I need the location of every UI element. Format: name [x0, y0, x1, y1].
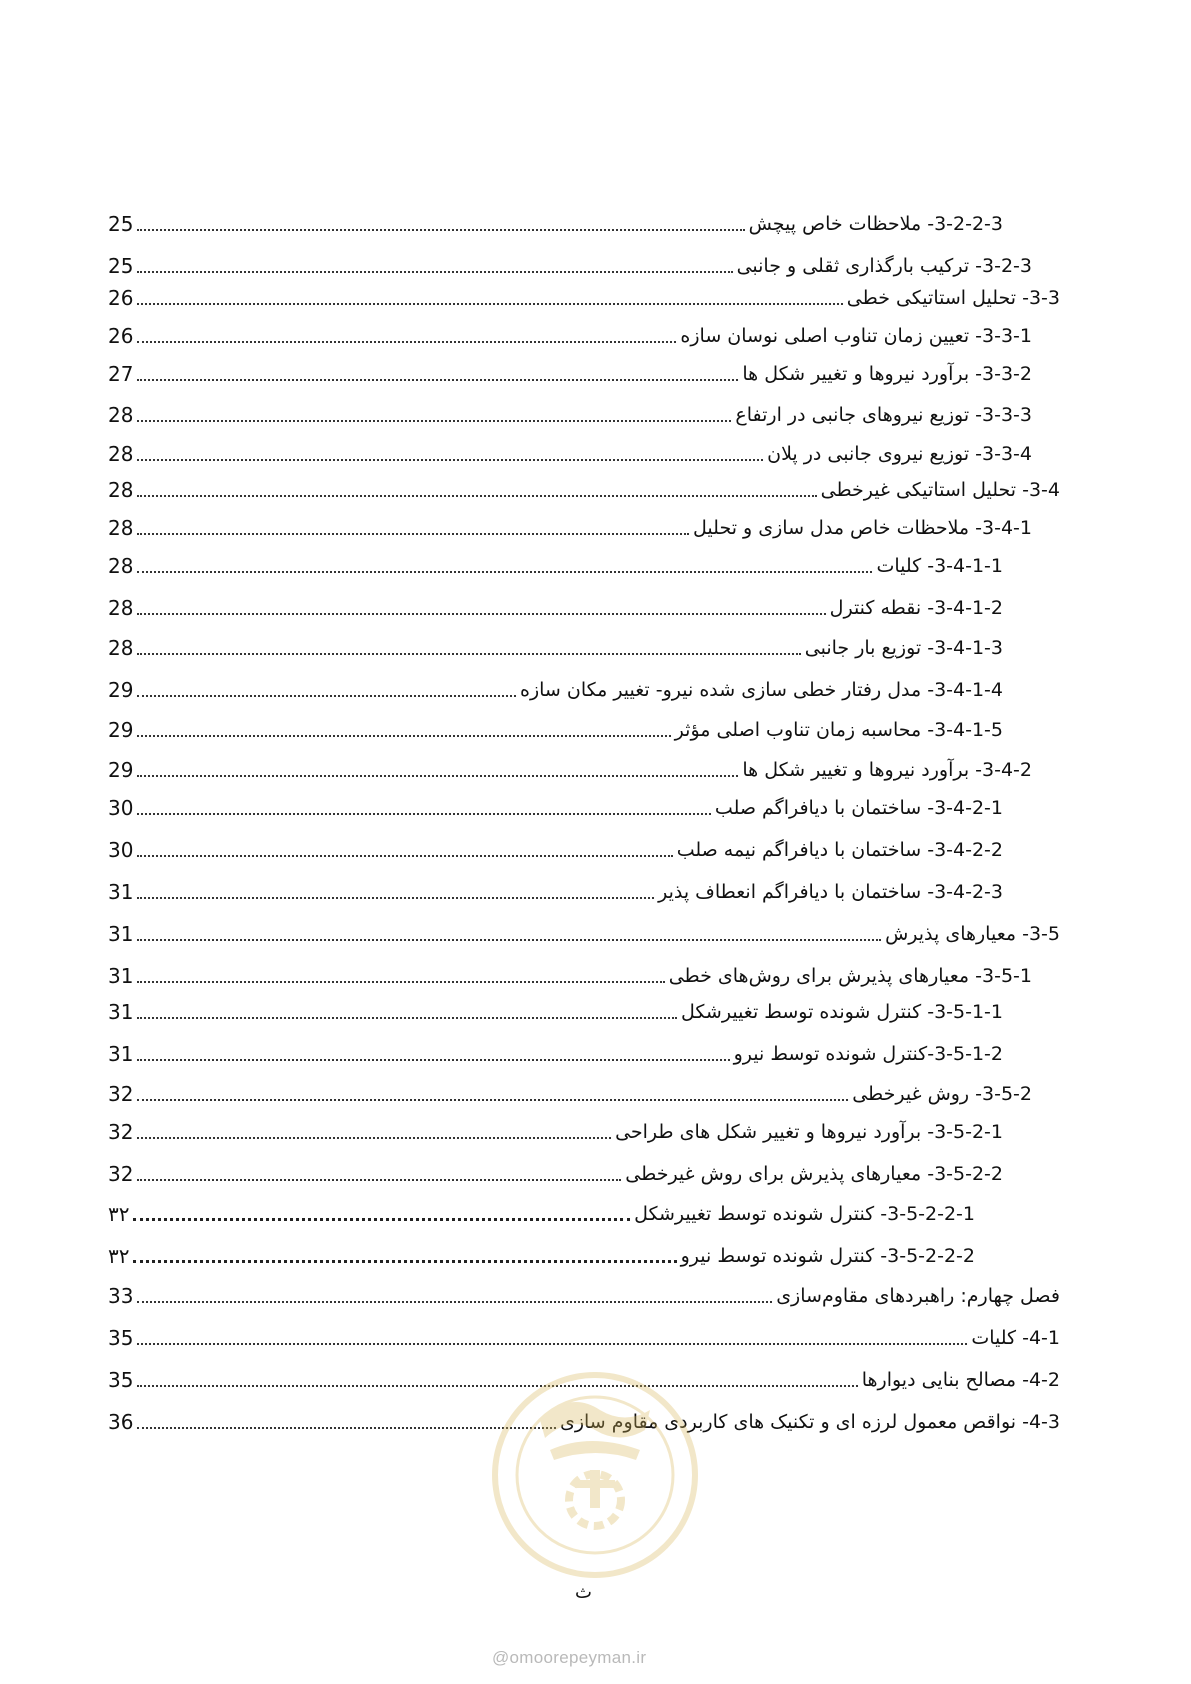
page-number: ث	[575, 1582, 592, 1603]
toc-entry-page: 26	[108, 286, 134, 310]
toc-entry-page: ۳۲	[108, 1244, 130, 1268]
toc-leader-dots	[137, 1342, 967, 1345]
toc-entry-page: 28	[108, 478, 134, 502]
toc-entry-title: 3-3-3- توزیع نیروهای جانبی در ارتفاع	[735, 404, 1032, 426]
toc-leader-dots	[137, 302, 842, 305]
toc-leader-dots	[137, 494, 816, 497]
toc-entry[interactable]	[108, 868, 1060, 904]
toc-entry-title: 3-5-2- روش غیرخطی	[852, 1083, 1032, 1105]
toc-entry[interactable]	[108, 430, 1060, 466]
toc-leader-dots	[133, 1259, 676, 1263]
toc-entry-page: 31	[108, 1042, 134, 1066]
toc-entry-title: 3-3-1- تعیین زمان تناوب اصلی نوسان سازه	[680, 325, 1032, 347]
toc-entry-page: 29	[108, 718, 134, 742]
toc-leader-dots	[137, 1016, 677, 1019]
toc-entry-page: 30	[108, 838, 134, 862]
toc-entry-title: 3-4-1-3- توزیع بار جانبی	[804, 637, 1003, 659]
toc-leader-dots	[137, 980, 664, 983]
toc-entry-page: 29	[108, 678, 134, 702]
toc-entry[interactable]	[108, 1398, 1060, 1434]
toc-entry[interactable]	[108, 391, 1060, 427]
toc-leader-dots	[137, 1300, 772, 1303]
toc-entry-title: 3-2-2-3- ملاحظات خاص پیچش	[748, 213, 1003, 235]
toc-entry[interactable]	[108, 312, 1060, 348]
toc-entry[interactable]	[108, 1150, 1060, 1186]
toc-leader-dots	[137, 570, 872, 573]
toc-entry[interactable]	[108, 988, 1060, 1024]
toc-entry[interactable]	[108, 274, 1060, 310]
toc-entry-title: 3-4-1-5- محاسبه زمان تناوب اصلی مؤثر	[674, 719, 1003, 741]
toc-entry[interactable]	[108, 826, 1060, 862]
toc-entry[interactable]	[108, 1356, 1060, 1392]
toc-entry-title: 3-2-3- ترکیب بارگذاری ثقلی و جانبی	[736, 255, 1032, 277]
toc-entry-page: 25	[108, 212, 134, 236]
watermark-seal-icon	[480, 1360, 710, 1590]
toc-leader-dots	[137, 1098, 848, 1101]
toc-entry-page: 35	[108, 1326, 134, 1350]
toc-entry-page: 28	[108, 403, 134, 427]
toc-leader-dots	[137, 734, 670, 737]
toc-entry-page: 31	[108, 880, 134, 904]
toc-entry-page: 32	[108, 1120, 134, 1144]
toc-leader-dots	[137, 1136, 611, 1139]
toc-leader-dots	[137, 896, 654, 899]
toc-leader-dots	[137, 458, 763, 461]
toc-entry-title: 3-4-2- برآورد نیروها و تغییر شکل ها	[742, 759, 1032, 781]
footer-watermark-url: @omoorepeyman.ir	[492, 1648, 647, 1667]
toc-entry-title: 3-4-1-1- کلیات	[876, 555, 1003, 577]
toc-entry[interactable]	[108, 952, 1060, 988]
toc-entry[interactable]	[108, 1272, 1060, 1308]
toc-entry-title: 3-5-1-2-کنترل شونده توسط نیرو	[733, 1043, 1003, 1065]
toc-leader-dots	[137, 378, 738, 381]
toc-entry[interactable]	[108, 504, 1060, 540]
toc-entry[interactable]	[108, 910, 1060, 946]
toc-entry-page: 32	[108, 1082, 134, 1106]
toc-entry[interactable]	[108, 1232, 1060, 1268]
toc-entry-title: 3-5- معیارهای پذیرش	[885, 923, 1060, 945]
toc-leader-dots	[137, 1178, 621, 1181]
toc-entry[interactable]	[108, 1314, 1060, 1350]
toc-entry-title: 4-2- مصالح بنایی دیوارها	[861, 1369, 1060, 1391]
toc-entry-page: 28	[108, 442, 134, 466]
toc-leader-dots	[137, 228, 744, 231]
toc-entry-page: 30	[108, 796, 134, 820]
toc-entry-title: 3-4-1-2- نقطه کنترل	[829, 597, 1003, 619]
toc-leader-dots	[137, 938, 881, 941]
toc-entry-title: 3-5-1- معیارهای پذیرش برای روش‌های خطی	[668, 965, 1032, 987]
toc-entry-title: 4-1- کلیات	[971, 1327, 1060, 1349]
toc-entry-title: 3-4-2-3- ساختمان با دیافراگم انعطاف پذیر	[658, 881, 1003, 903]
toc-entry-title: 3-4-1- ملاحظات خاص مدل سازی و تحلیل	[693, 517, 1032, 539]
toc-entry[interactable]	[108, 1030, 1060, 1066]
toc-leader-dots	[137, 812, 710, 815]
toc-entry[interactable]	[108, 746, 1060, 782]
toc-entry-page: 36	[108, 1410, 134, 1434]
toc-entry-page: 29	[108, 758, 134, 782]
toc-entry[interactable]	[108, 542, 1060, 578]
toc-leader-dots	[137, 1384, 857, 1387]
toc-entry-title: 3-5-2-1- برآورد نیروها و تغییر شکل های طراحی	[615, 1121, 1003, 1143]
toc-entry-page: 33	[108, 1284, 134, 1308]
toc-entry-page: 25	[108, 254, 134, 278]
toc-leader-dots	[137, 1058, 729, 1061]
toc-entry-title: 4-3- نواقص معمول لرزه ای و تکنیک های کاربردی مقاوم سازی	[559, 1411, 1060, 1433]
toc-entry-page: 35	[108, 1368, 134, 1392]
toc-entry-title: 3-5-2-2-1- کنترل شونده توسط تغییرشکل	[634, 1203, 975, 1225]
toc-entry[interactable]	[108, 584, 1060, 620]
toc-entry-title: 3-3- تحلیل استاتیکی خطی	[846, 287, 1060, 309]
toc-entry[interactable]	[108, 624, 1060, 660]
toc-leader-dots	[137, 612, 825, 615]
toc-leader-dots	[137, 532, 689, 535]
toc-entry-page: 31	[108, 922, 134, 946]
toc-entry[interactable]	[108, 200, 1060, 236]
toc-leader-dots	[137, 694, 516, 697]
toc-entry-page: 26	[108, 324, 134, 348]
toc-entry-page: 28	[108, 596, 134, 620]
toc-entry-page: 27	[108, 362, 134, 386]
toc-entry-title: 3-5-2-2-2- کنترل شونده توسط نیرو	[680, 1245, 975, 1267]
toc-leader-dots	[137, 270, 732, 273]
toc-entry-title: 3-5-2-2- معیارهای پذیرش برای روش غیرخطی	[625, 1163, 1003, 1185]
toc-entry[interactable]	[108, 666, 1060, 702]
toc-entry-page: 28	[108, 636, 134, 660]
toc-entry[interactable]	[108, 466, 1060, 502]
toc-entry-title: 3-4-2-2- ساختمان با دیافراگم نیمه صلب	[676, 839, 1003, 861]
toc-entry-page: 31	[108, 964, 134, 988]
toc-entry-title: 3-4- تحلیل استاتیکی غیرخطی	[820, 479, 1060, 501]
toc-entry-page: 28	[108, 516, 134, 540]
toc-entry[interactable]	[108, 242, 1060, 278]
toc-entry-page: ۳۲	[108, 1202, 130, 1226]
toc-entry-page: 31	[108, 1000, 134, 1024]
toc-entry-title: 3-3-2- برآورد نیروها و تغییر شکل ها	[742, 363, 1032, 385]
toc-leader-dots	[137, 1426, 556, 1429]
toc-leader-dots	[137, 652, 800, 655]
toc-entry-title: 3-4-1-4- مدل رفتار خطی سازی شده نیرو- تغییر مکان سازه	[519, 679, 1003, 701]
toc-entry-title: 3-5-1-1- کنترل شونده توسط تغییرشکل	[681, 1001, 1003, 1023]
toc-leader-dots	[137, 774, 738, 777]
toc-entry-page: 28	[108, 554, 134, 578]
toc-entry[interactable]	[108, 350, 1060, 386]
toc-entry-page: 32	[108, 1162, 134, 1186]
toc-entry[interactable]	[108, 784, 1060, 820]
toc-leader-dots	[137, 854, 672, 857]
toc-entry[interactable]	[108, 1108, 1060, 1144]
toc-leader-dots	[137, 340, 676, 343]
toc-entry-title: فصل چهارم: راهبردهای مقاوم‌سازی	[776, 1285, 1060, 1307]
toc-entry[interactable]	[108, 1190, 1060, 1226]
toc-entry-title: 3-3-4- توزیع نیروی جانبی در پلان	[767, 443, 1032, 465]
toc-leader-dots	[133, 1217, 630, 1221]
toc-entry-title: 3-4-2-1- ساختمان با دیافراگم صلب	[714, 797, 1003, 819]
toc-entry[interactable]	[108, 1070, 1060, 1106]
toc-leader-dots	[137, 419, 731, 422]
toc-entry[interactable]	[108, 706, 1060, 742]
